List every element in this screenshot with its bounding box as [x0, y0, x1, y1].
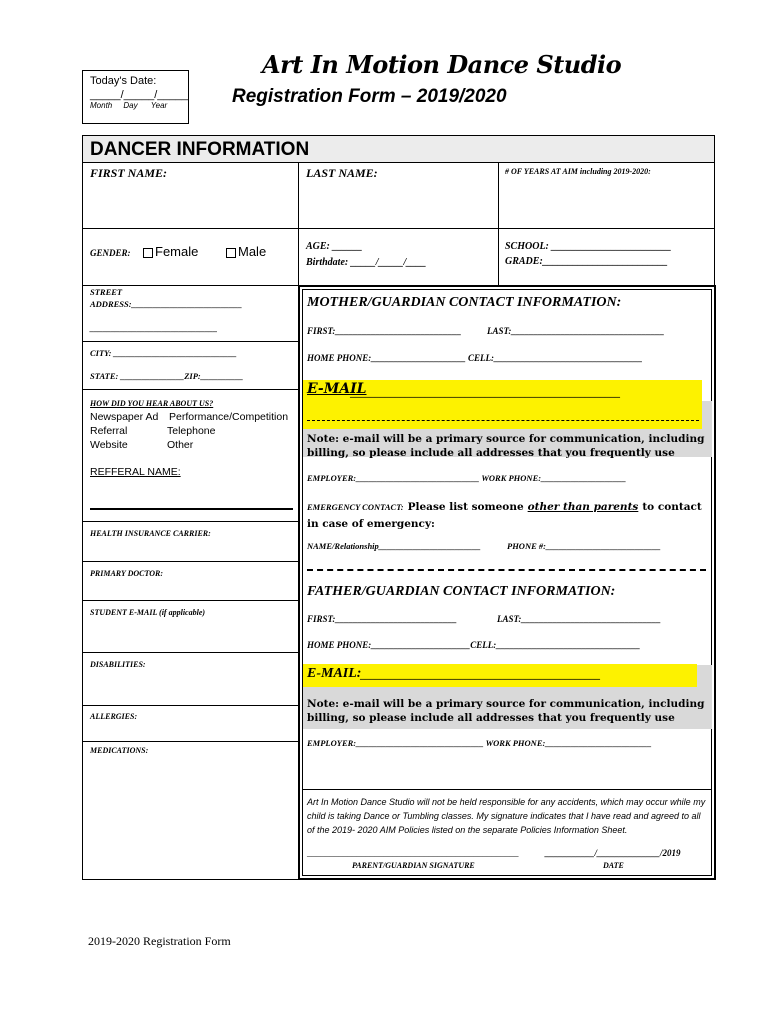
- divider: [82, 652, 298, 653]
- mother-section-title: MOTHER/GUARDIAN CONTACT INFORMATION:: [307, 295, 622, 310]
- mother-employer-field[interactable]: EMPLOYER:_____________________________ WORK PHONE:____________________: [307, 473, 627, 483]
- disabilities-label: DISABILITIES:: [90, 660, 146, 669]
- state-zip-field[interactable]: STATE: _______________ZIP:__________: [90, 371, 244, 381]
- health-insurance-label: HEALTH INSURANCE CARRIER:: [90, 529, 211, 538]
- checkbox-icon[interactable]: [143, 248, 153, 258]
- mother-email-line2[interactable]: [307, 420, 699, 421]
- emergency-text1: Please list someone: [407, 501, 524, 513]
- hear-option-newspaper[interactable]: Newspaper Ad: [90, 411, 159, 423]
- years-at-aim-label: # OF YEARS AT AIM including 2019-2020:: [505, 167, 651, 176]
- divider: [82, 162, 715, 163]
- date-label: DATE: [603, 861, 624, 870]
- form-title: Registration Form – 2019/2020: [232, 86, 507, 107]
- city-field[interactable]: CITY: _____________________________: [90, 348, 237, 358]
- father-home-phone-field[interactable]: HOME PHONE:______________________CELL:________________________________: [307, 640, 641, 650]
- divider: [82, 600, 298, 601]
- divider: [498, 162, 499, 285]
- todays-date-field[interactable]: _____/_____/_____: [90, 89, 188, 101]
- father-email-note: Note: e-mail will be a primary source for communication, including billing, so please include all addresses that you frequently use: [307, 698, 705, 724]
- grade-field[interactable]: GRADE:_________________________: [505, 256, 668, 267]
- mother-home-phone-field[interactable]: HOME PHONE:_____________________ CELL:_________________________________: [307, 353, 643, 363]
- checkbox-icon[interactable]: [226, 248, 236, 258]
- emergency-phone-field[interactable]: PHONE #:___________________________: [507, 541, 661, 551]
- emergency-name-field[interactable]: NAME/Relationship________________________: [307, 541, 481, 551]
- divider: [82, 521, 298, 522]
- father-last-field[interactable]: LAST:_______________________________: [497, 614, 661, 624]
- todays-date-label: Today's Date:: [90, 75, 157, 87]
- hear-option-telephone[interactable]: Telephone: [167, 425, 216, 437]
- medications-label: MEDICATIONS:: [90, 746, 149, 755]
- address-field[interactable]: ADDRESS:__________________________: [90, 299, 243, 309]
- mother-email-highlight2: [303, 401, 702, 429]
- age-field[interactable]: AGE: ______: [306, 241, 363, 252]
- divider: [303, 789, 712, 790]
- mother-email-label: E-MAIL: [307, 381, 367, 397]
- todays-date-box: [82, 70, 189, 124]
- mother-email-note: Note: e-mail will be a primary source for communication, including billing, so please include all addresses that you frequently use: [307, 433, 705, 459]
- gender-label: GENDER:: [90, 248, 131, 258]
- referral-name-label: REFFERAL NAME:: [90, 466, 181, 478]
- liability-disclaimer: Art In Motion Dance Studio will not be held responsible for any accidents, which may occur while my child is taking Dance or Tumbling classes. My signature indicates that I have read and agreed to all of the 2019- 2020 AIM Policies listed on the separate Policies Information Sheet.: [307, 797, 706, 835]
- divider: [82, 561, 298, 562]
- divider: [82, 285, 298, 286]
- divider: [82, 228, 715, 229]
- street-label: STREET: [90, 287, 123, 297]
- father-email-label: E-MAIL:: [307, 666, 362, 681]
- parent-signature-label: PARENT/GUARDIAN SIGNATURE: [352, 861, 475, 870]
- date-format-hint: Month Day Year: [90, 101, 168, 110]
- father-employer-field[interactable]: EMPLOYER:______________________________ WORK PHONE:_________________________: [307, 738, 652, 748]
- parent-signature-line[interactable]: _______________________________________________: [307, 848, 519, 858]
- male-checkbox[interactable]: Male: [226, 244, 266, 259]
- signature-date-line[interactable]: ___________/______________/2019: [545, 848, 681, 858]
- allergies-label: ALLERGIES:: [90, 712, 138, 721]
- primary-doctor-label: PRIMARY DOCTOR:: [90, 569, 163, 578]
- birthdate-field[interactable]: Birthdate: _____/_____/____: [306, 257, 427, 268]
- first-name-label: FIRST NAME:: [90, 166, 168, 180]
- female-checkbox[interactable]: Female: [143, 244, 198, 259]
- divider: [82, 741, 298, 742]
- how-did-you-hear-label: HOW DID YOU HEAR ABOUT US?: [90, 399, 214, 408]
- hear-option-website[interactable]: Website: [90, 439, 128, 451]
- student-email-label: STUDENT E-MAIL (if applicable): [90, 608, 206, 617]
- guardian-box-inner: [302, 289, 712, 876]
- hear-option-performance[interactable]: Performance/Competition: [169, 411, 289, 423]
- emergency-other-than-parents: other than parents: [527, 501, 639, 513]
- father-email-field[interactable]: ________________________________________________: [360, 670, 600, 681]
- dancer-info-title: DANCER INFORMATION: [90, 139, 310, 160]
- mother-first-field[interactable]: FIRST:____________________________: [307, 326, 462, 336]
- referral-name-line[interactable]: [90, 508, 293, 510]
- studio-name: Art In Motion Dance Studio: [262, 50, 622, 79]
- father-section-title: FATHER/GUARDIAN CONTACT INFORMATION:: [307, 584, 616, 599]
- father-first-field[interactable]: FIRST:___________________________: [307, 614, 457, 624]
- hear-option-other[interactable]: Other: [167, 439, 194, 451]
- address-line2-field[interactable]: ______________________________: [90, 323, 218, 333]
- hear-option-referral[interactable]: Referral: [90, 425, 128, 437]
- school-field[interactable]: SCHOOL: ________________________: [505, 241, 672, 252]
- divider: [298, 162, 299, 285]
- last-name-label: LAST NAME:: [306, 166, 378, 180]
- divider: [82, 341, 298, 342]
- page-footer: 2019-2020 Registration Form: [88, 934, 231, 948]
- divider: [82, 389, 298, 390]
- emergency-contact-instruction: [307, 498, 707, 532]
- emergency-label: EMERGENCY CONTACT:: [307, 502, 404, 512]
- section-separator: [307, 569, 706, 571]
- emergency-text2: to contact in case of emergency:: [307, 501, 702, 530]
- divider: [82, 705, 298, 706]
- mother-email-field[interactable]: ______________________________________________________: [350, 388, 620, 399]
- mother-last-field[interactable]: LAST:__________________________________: [487, 326, 665, 336]
